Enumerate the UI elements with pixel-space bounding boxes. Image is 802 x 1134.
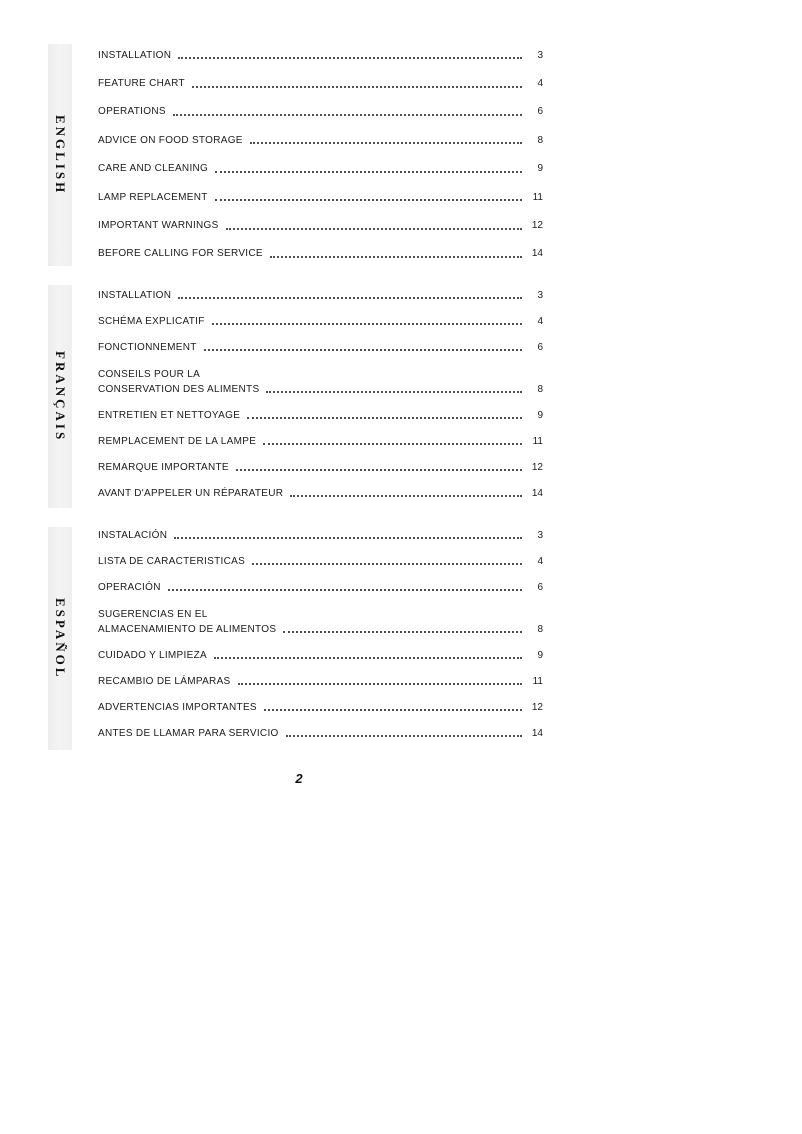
toc-entry-page: 8 [537, 134, 543, 146]
toc-entry-page: 9 [537, 163, 543, 175]
toc-entry-page: 3 [537, 49, 543, 61]
dot-leader [174, 537, 522, 539]
toc-entry [98, 69, 543, 97]
toc-entry-title: OPERATIONS [98, 106, 166, 118]
toc-entry-title: ENTRETIEN ET NETTOYAGE [98, 409, 241, 421]
toc-entry-page: 12 [531, 701, 543, 713]
toc-entry-title: ALMACENAMIENTO DE ALIMENTOS [98, 623, 277, 635]
toc-entry [98, 334, 543, 360]
toc-entry [98, 402, 543, 428]
dot-leader [283, 631, 522, 633]
toc-entry [98, 360, 543, 402]
toc-entry-title: BEFORE CALLING FOR SERVICE [98, 248, 263, 260]
toc-entry-page: 9 [537, 649, 543, 661]
toc-entry [98, 480, 543, 506]
toc-entries-francais [98, 282, 543, 506]
toc-entry-title: REMARQUE IMPORTANTE [98, 461, 229, 473]
dot-leader [178, 297, 522, 299]
dot-leader [178, 57, 522, 59]
toc-entry-title: INSTALACIÓN [98, 529, 168, 541]
toc-entry-page: 12 [531, 461, 543, 473]
dot-leader [192, 86, 522, 88]
toc-entry-page: 8 [537, 383, 543, 395]
dot-leader [204, 349, 522, 351]
toc-entry [98, 282, 543, 308]
dot-leader [173, 114, 522, 116]
toc-entry-title: ADVICE ON FOOD STORAGE [98, 134, 243, 146]
toc-entry-title: CARE AND CLEANING [98, 163, 209, 175]
toc-entry [98, 694, 543, 720]
toc-entry-title: SCHÉMA EXPLICATIF [98, 315, 205, 327]
toc-entry [98, 720, 543, 746]
toc-entry [98, 574, 543, 600]
toc-entry-page: 6 [537, 106, 543, 118]
language-label: ENGLISH [53, 114, 68, 196]
toc-entry-title-line1: CONSEILS POUR LA [98, 369, 201, 380]
dot-leader [238, 683, 522, 685]
toc-entry-page: 4 [537, 78, 543, 90]
toc-entry-title: LAMP REPLACEMENT [98, 191, 208, 203]
dot-leader [168, 589, 522, 591]
toc-entry-title: CUIDADO Y LIMPIEZA [98, 649, 207, 661]
toc-entry [98, 211, 543, 239]
toc-entry [98, 548, 543, 574]
toc-entry-page: 4 [537, 555, 543, 567]
toc-entry-page: 14 [531, 487, 543, 499]
toc-entry-page: 8 [537, 623, 543, 635]
dot-leader [286, 735, 522, 737]
toc-entry-page: 11 [532, 191, 543, 203]
toc-entry-title: INSTALLATION [98, 289, 172, 301]
toc-entry [98, 126, 543, 154]
toc-entry-title: REMPLACEMENT DE LA LAMPE [98, 435, 257, 447]
dot-leader [247, 417, 522, 419]
dot-leader [215, 171, 522, 173]
toc-entry-title: OPERACIÓN [98, 581, 161, 593]
toc-entry-page: 14 [531, 248, 543, 260]
dot-leader [266, 391, 522, 393]
toc-entry [98, 155, 543, 183]
toc-entry-page: 6 [537, 341, 543, 353]
toc-entry-page: 11 [532, 675, 543, 687]
language-tab-english [48, 44, 72, 266]
toc-entry [98, 98, 543, 126]
toc-entry [98, 308, 543, 334]
dot-leader [214, 657, 522, 659]
toc-entry-page: 3 [537, 529, 543, 541]
dot-leader [226, 228, 522, 230]
toc-entry [98, 522, 543, 548]
toc-entry [98, 428, 543, 454]
toc-entry [98, 41, 543, 69]
toc-entry-page: 14 [531, 727, 543, 739]
dot-leader [263, 443, 522, 445]
toc-entry-page: 3 [537, 289, 543, 301]
toc-entry-title-line1: SUGERENCIAS EN EL [98, 609, 208, 620]
toc-entry-title: CONSERVATION DES ALIMENTS [98, 383, 260, 395]
toc-section-francais [0, 282, 802, 508]
language-label: FRANÇAIS [53, 350, 68, 443]
language-tab-francais [48, 285, 72, 508]
toc-entry-page: 9 [537, 409, 543, 421]
toc-entry-title: FEATURE CHART [98, 78, 185, 90]
toc-entry [98, 600, 543, 642]
dot-leader [264, 709, 522, 711]
dot-leader [290, 495, 522, 497]
toc-entry-title: INSTALLATION [98, 49, 172, 61]
dot-leader [252, 563, 522, 565]
dot-leader [212, 323, 522, 325]
toc-entry-title: FONCTIONNEMENT [98, 341, 197, 353]
toc-entry [98, 668, 543, 694]
toc-entry-page: 6 [537, 581, 543, 593]
toc-section-espanol [0, 522, 802, 752]
toc-section-english [0, 40, 802, 270]
toc-entries-english [98, 41, 543, 268]
toc-entry-page: 4 [537, 315, 543, 327]
toc-entry-title: ANTES DE LLAMAR PARA SERVICIO [98, 727, 279, 739]
toc-entry [98, 642, 543, 668]
language-label: ESPAÑOL [53, 597, 68, 680]
page-number: 2 [295, 771, 303, 786]
toc-entry-title: RECAMBIO DE LÁMPARAS [98, 675, 231, 687]
language-tab-espanol [48, 527, 72, 750]
dot-leader [250, 142, 522, 144]
toc-entry-title: LISTA DE CARACTERISTICAS [98, 555, 246, 567]
toc-entry [98, 454, 543, 480]
dot-leader [270, 256, 522, 258]
dot-leader [215, 199, 522, 201]
toc-entry [98, 183, 543, 211]
toc-entries-espanol [98, 522, 543, 746]
toc-entry-title: IMPORTANT WARNINGS [98, 220, 219, 232]
dot-leader [236, 469, 522, 471]
toc-entry-page: 12 [531, 220, 543, 232]
toc-entry [98, 240, 543, 268]
toc-entry-page: 11 [532, 435, 543, 447]
toc-entry-title: ADVERTENCIAS IMPORTANTES [98, 701, 257, 713]
toc-entry-title: AVANT D'APPELER UN RÉPARATEUR [98, 487, 284, 499]
